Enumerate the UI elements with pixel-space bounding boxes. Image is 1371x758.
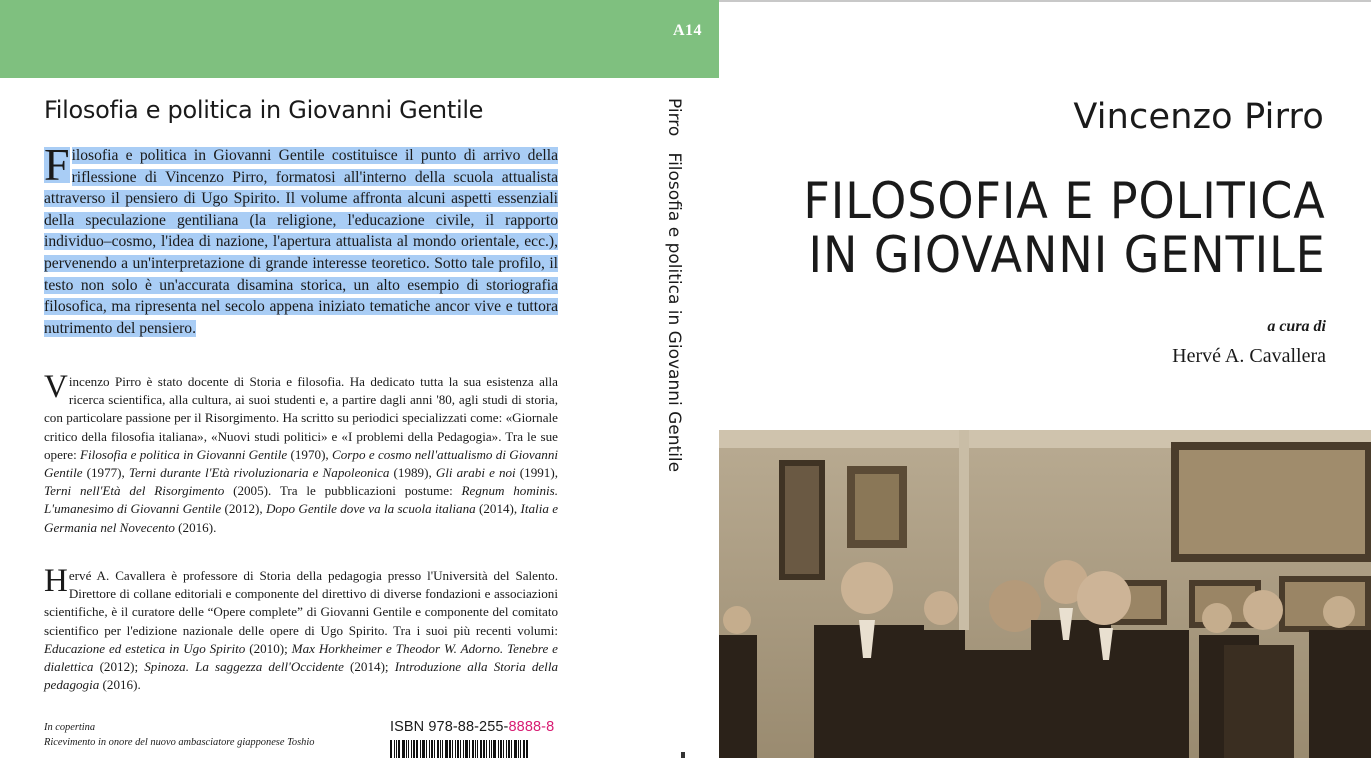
barcode-bar [437, 740, 439, 758]
barcode-bar [396, 740, 397, 758]
cover-credit-text: Ricevimento in onore del nuovo ambasciatore giapponese Toshio [44, 737, 315, 748]
barcode-bar [390, 740, 392, 758]
barcode-bar [460, 740, 461, 758]
spine-author: Pirro [664, 98, 684, 137]
barcode-bar [477, 740, 478, 758]
barcode-bar [440, 740, 441, 758]
edited-by-label: a cura di [1267, 318, 1326, 335]
bio-text: (2005). Tra le pubblicazioni postume: [224, 483, 462, 499]
bio-text: (2014); [343, 659, 395, 675]
barcode-bar [486, 740, 487, 758]
front-title-line1: FILOSOFIA E POLITICA [803, 172, 1326, 230]
barcode-bar [445, 740, 448, 758]
barcode-bar [518, 740, 519, 758]
barcode-bar [506, 740, 507, 758]
bio-work-title: Filosofia e politica in Giovanni Gentile [80, 446, 288, 462]
bio-work-title: Dopo Gentile dove va la scuola italiana [265, 501, 476, 517]
barcode-bar [480, 740, 482, 758]
isbn-prefix: ISBN 978-88-255- [390, 719, 509, 735]
barcode-bar [442, 740, 443, 758]
front-title [804, 174, 1326, 282]
bio-text: (1977), [82, 465, 129, 481]
front-title-line2: IN GIOVANNI GENTILE [808, 226, 1326, 284]
barcode-bar [431, 740, 433, 758]
barcode-bar [394, 740, 395, 758]
barcode-bar [493, 740, 496, 758]
cover-credit [44, 720, 374, 750]
barcode-bar [455, 740, 456, 758]
barcode-bar [426, 740, 427, 758]
series-code: A14 [672, 22, 702, 39]
barcode-bar [503, 740, 504, 758]
back-cover-title: Filosofia e politica in Giovanni Gentile [44, 96, 484, 124]
bio-work-title: Corpo e cosmo nell'attualismo di Giovanni Gentile [44, 446, 558, 481]
barcode-bar [498, 740, 499, 758]
bio-text: (1989), [389, 465, 436, 481]
blurb-paragraph[interactable] [44, 139, 558, 339]
barcode-bar [469, 740, 470, 758]
bio-work-title: Introduzione alla Storia della pedagogia [44, 659, 559, 693]
barcode-bar [514, 740, 517, 758]
barcode-bar [411, 740, 412, 758]
bio-work-title: Italia e Germania nel Novecento [44, 501, 559, 535]
spine-title: Filosofia e politica in Giovanni Gentile [664, 152, 684, 473]
bio-work-title: Max Horkheimer e Theodor W. Adorno. Tenebre e dialettica [44, 640, 558, 675]
bio-text: (1970), [287, 446, 333, 462]
barcode-bar [429, 740, 430, 758]
bio-text: (1991), [515, 465, 558, 481]
barcode-bar [500, 740, 502, 758]
bio-work-title: Terni nell'Età del Risorgimento [44, 483, 225, 499]
barcode-bar [406, 740, 407, 758]
cover-photo-image [719, 430, 1371, 758]
barcode-bar [420, 740, 421, 758]
editor-bio [44, 563, 559, 694]
barcode-bar [508, 740, 510, 758]
barcode-bar [463, 740, 464, 758]
bio-text: (2016). [99, 677, 141, 693]
barcode-bar [475, 740, 476, 758]
barcode-bar [449, 740, 451, 758]
bio-text: incenzo Pirro è stato docente di Storia e filosofia. Ha dedicato tutta la sua esistenza alla ricerca scientifica, alla cultura, ai suoi studenti e, a partire dagli anni '80, agli studi di storia, con particolare passione per il Risorgimento. Ha scritto su periodici specializzati come: «Giornale critico della filosofia italiana», «Nuovi studi politici» e «I problemi della Pedagogia». Tra le sue opere: [44, 374, 558, 462]
isbn-check: 8888-8 [508, 719, 555, 735]
spine [656, 98, 684, 518]
blurb-text: ilosofia e politica in Giovanni Gentile costituisce il punto di arrivo della riflessione di Vincenzo Pirro, formatosi all'interno della scuola attualista attraverso il pensiero di Ugo Spirito. Il volume affronta alcuni aspetti essenziali della speculazione gentiliana (la religione, l'educazione civile, il rapporto individuo–cosmo, l'idea di nazione, l'apertura attualista al mondo orientale, ecc.), pervenendo a un'interpretazione di grande interesse teoretico. Sotto tale profilo, il testo non solo è un'accurata disamina storica, un alto esempio di storiografia filosofica, ma ripresenta nel secolo appena iniziato tematiche ancor vive e tuttora nutrimento del pensiero. [44, 147, 558, 337]
barcode-bar [452, 740, 453, 758]
barcode-bar [416, 740, 418, 758]
bio-text: (2010); [245, 640, 292, 656]
series-band [0, 0, 719, 78]
bio-text: (2014), [475, 501, 521, 517]
barcode-bar [408, 740, 409, 758]
spine-mark [681, 752, 685, 758]
barcode-bar [526, 740, 528, 758]
isbn-label [390, 719, 554, 735]
author-bio [44, 369, 559, 537]
cover-credit-label: In copertina [44, 722, 96, 733]
barcode-bar [422, 740, 425, 758]
author-bio-dropcap: V [44, 369, 68, 405]
barcode-bar [489, 740, 490, 758]
barcode-bar [472, 740, 474, 758]
barcode-bar [402, 740, 405, 758]
barcode-bar [413, 740, 415, 758]
barcode-bar [398, 740, 400, 758]
barcode-bar [465, 740, 468, 758]
barcode-bar [434, 740, 435, 758]
bio-text: ervé A. Cavallera è professore di Storia della pedagogia presso l'Università del Salento. Direttore di collane editoriali e componente del direttivo di diverse fondazioni e associazioni scientifiche, è il curatore delle “Opere complete” di Giovanni Gentile e componente del comitato scientifico per l'edizione nazionale delle opere di Ugo Spirito. Tra i suoi più recenti volumi: [44, 568, 558, 638]
editor-bio-dropcap: H [44, 563, 68, 599]
barcode-bar [457, 740, 459, 758]
bio-text: (2016). [174, 519, 217, 535]
barcode-bar [491, 740, 492, 758]
bio-work-title: Educazione ed estetica in Ugo Spirito [44, 640, 246, 656]
bio-work-title: Terni durante l'Età rivoluzionaria e Napoleonica [128, 465, 390, 481]
bio-text: (2012); [93, 659, 145, 675]
bio-text: (2012), [221, 501, 266, 517]
barcode-bar [523, 740, 525, 758]
spine-text [664, 98, 684, 472]
barcode-bar [483, 740, 485, 758]
cover-photo [719, 430, 1371, 758]
barcode-bar [511, 740, 512, 758]
bio-work-title: Regnum hominis. L'umanesimo di Giovanni Gentile [44, 483, 559, 517]
bio-work-title: Spinoza. La saggezza dell'Occidente [144, 659, 344, 675]
barcode-bar [520, 740, 521, 758]
editor-name: Hervé A. Cavallera [1172, 345, 1326, 367]
bio-work-title: Gli arabi e noi [435, 465, 516, 481]
front-author: Vincenzo Pirro [1073, 97, 1324, 137]
barcode [390, 740, 558, 758]
blurb-dropcap: F [44, 139, 70, 190]
